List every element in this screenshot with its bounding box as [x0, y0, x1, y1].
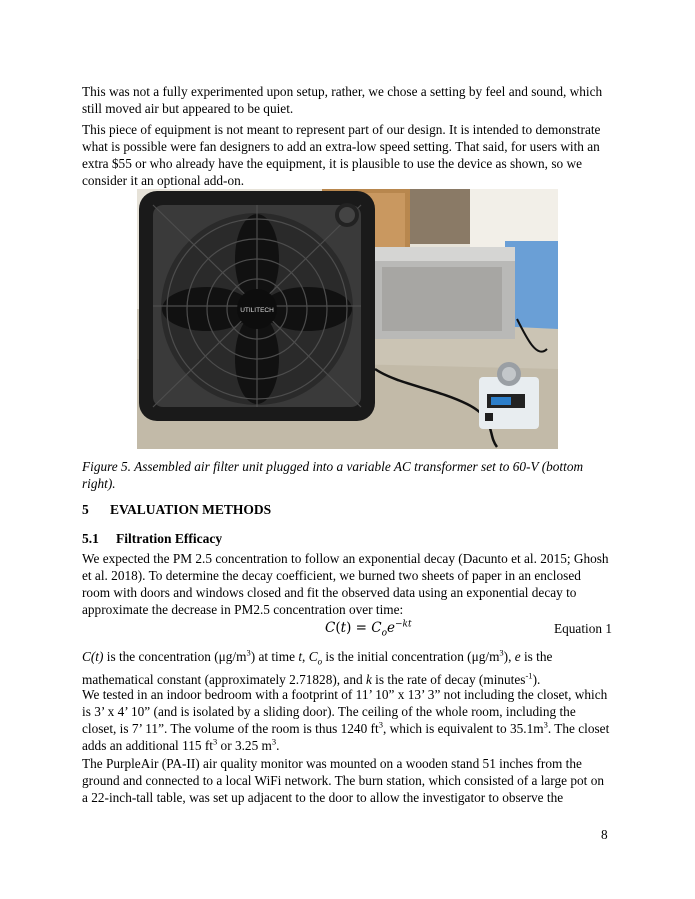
fan-brand-label: UTILITECH	[240, 307, 274, 314]
figure-caption: Figure 5. Assembled air filter unit plugged into a variable AC transformer set to 60-V (bottom right).	[82, 459, 584, 491]
paragraph-room: We tested in an indoor bedroom with a footprint of 11’ 10” x 13’ 3” not including the closet, which is 3’ x 4’ 10” (and is isolated by a sliding door). The ceiling of the whole room, including the closet, is 7’ 11”. The volume of the room is thus 1240 $ft^3$, which is equivalent to $35.1m^3$. The closet adds an additional 115 $ft^3$ or 3.25 $m^3$.	[82, 687, 610, 753]
text-seg: .	[276, 738, 280, 753]
section-number: 5	[82, 502, 89, 517]
paragraph-purpleair: The PurpleAir (PA-II) air quality monitor was mounted on a wooden stand 51 inches from the ground and connected to a local WiFi network. The burn station, which consisted of a large pot on a 22-inch-tall table, was set up adjacent to the door to allow the investigator to observe the	[82, 756, 604, 805]
equation-row	[82, 620, 612, 640]
figure-photo-fan-transformer	[137, 189, 558, 449]
subsection-heading	[82, 531, 222, 547]
paragraph-equipment-note: This piece of equipment is not meant to represent part of our design. It is intended to demonstrate what is possible were fan designers to add an extra-low speed setting. That said, for users with an extra $55 or who already have the equipment, it is plausible to use the device as shown, so we consider it an optional add-on.	[82, 122, 601, 188]
equation-label: Equation 1	[554, 621, 612, 636]
text-seg: , which is equivalent to 35.1m	[382, 721, 544, 736]
text-seg: is the initial concentration (μg/m	[322, 649, 500, 664]
subsection-title: Filtration Efficacy	[116, 531, 223, 546]
paragraph-setup-note: This was not a fully experimented upon setup, rather, we chose a setting by feel and sound, which still moved air but appeared to be quiet.	[82, 84, 603, 116]
text-seg: ,	[302, 649, 309, 664]
text-seg: is the mathematical constant (approximately 2.71828), and	[82, 649, 553, 687]
equation-1: $C(t) = C_oe^{-kt}$	[325, 619, 412, 639]
filter-box	[375, 247, 515, 339]
page-number: 8	[601, 827, 608, 842]
var-t: t	[298, 649, 303, 664]
var-e: e	[514, 649, 521, 664]
text-seg: is the rate of decay (minutes	[371, 671, 526, 687]
text-seg: is the concentration (μg/m	[103, 649, 247, 664]
box-fan-icon	[139, 191, 375, 421]
text-seg: ),	[503, 649, 515, 664]
var-co: $C_o$	[308, 649, 323, 667]
paragraph-decay: We expected the PM 2.5 concentration to follow an exponential decay (Dacunto et al. 2015; Ghosh et al. 2018). To determine the decay coefficient, we burned two sheets of paper in an enclosed room with doors and windows closed and fit the observed data using an exponential decay to approximate the decrease in PM2.5 concentration over time:	[82, 551, 609, 617]
var-ct: C(t)	[82, 649, 104, 664]
text-seg: ) at time	[250, 649, 299, 664]
subsection-number: 5.1	[82, 531, 99, 546]
text-seg: We tested in an indoor bedroom with a footprint of 11’ 10” x 13’ 3” not including the closet, which is 3’ x 4’ 10” (and is isolated by a sliding door). The ceiling of the whole room, including the closet, is 7’ 11”. The volume of the room is thus 1240 ft	[82, 687, 608, 736]
text-seg: . The closet adds an additional 115 ft	[82, 721, 610, 753]
var-k: k	[365, 671, 372, 687]
text-seg: or 3.25 m	[217, 738, 272, 753]
paragraph-where: C(t) is the concentration $(\mu g/m^3)$ at time t, $C_o$ is the initial concentration $(\mu g/m^3)$, e is the mathematical constant (approximately 2.71828), and k is the rate of decay (minutes$^{-1}$).	[82, 647, 553, 687]
section-heading	[82, 502, 271, 518]
text-seg: ).	[532, 671, 541, 687]
section-title: EVALUATION METHODS	[110, 502, 272, 517]
